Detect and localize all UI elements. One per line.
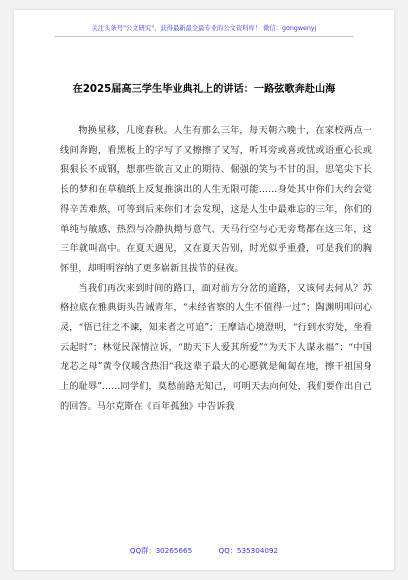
document-page [14,10,394,570]
header-divider [54,36,354,37]
paragraph: 物换星移，几度春秋。人生有那么三年，每天朝六晚十，在家校两点一线间奔跑，看黑板上的字写了又擦擦了又写，听耳旁或喜或忧或语重心长或狠狠长不成钢，想那些欲言又止的期待、倔强的笑与不甘的泪，思笔尖下长长的梦和在草稿纸上反复推演出的人生无限可能……身处其中你们大约会觉得辛苦难熬，可等到后来你们才会发现，这是人生中最难忘的三年，你们的单纯与敏感、热烈与冷静执拗与意气、天马行空与心无旁骛都在这三年，这三年就叫高中。在夏天遇见，又在夏天告别，时光似乎重叠，可是我们的胸怀里，却明明容纳了更多崭新且拔节的昼夜。 [60,125,372,274]
footer-contact [14,546,394,556]
footer-qq-group: QQ群：30265665 [129,546,193,555]
document-body [60,121,372,417]
footer-qq: QQ：535304092 [218,546,279,555]
paragraph: 当我们再次来到时间的路口，面对前方分岔的道路，又该何去何从？苏格拉底在雅典街头告诫青年，“未经省察的人生不值得一过”；陶渊明叩问心灵，“悟已往之不谏，知来者之可追”；王摩诘心境澄明，“行到水穷处，坐看云起时”；林觉民深情泣诉，“助天下人爱其所爱”“为天下人谋永福”；“中国龙芯之母”黄令仪暖含热泪“我这辈子最大的心愿就是匍匐在地，擦干祖国身上的耻辱”……同学们，莫愁前路无知己，可明天去向何处，我们要作出自己的回答。马尔克斯在《百年孤独》中告诉我 [60,282,372,412]
document-title: 在2025届高三学生毕业典礼上的讲话：一路弦歌奔赴山海 [72,84,336,95]
header-notice: 关注头条号"公文研究"，获得最新最全最专业的公文资料库！ 微信：gongwenyj [91,25,317,32]
